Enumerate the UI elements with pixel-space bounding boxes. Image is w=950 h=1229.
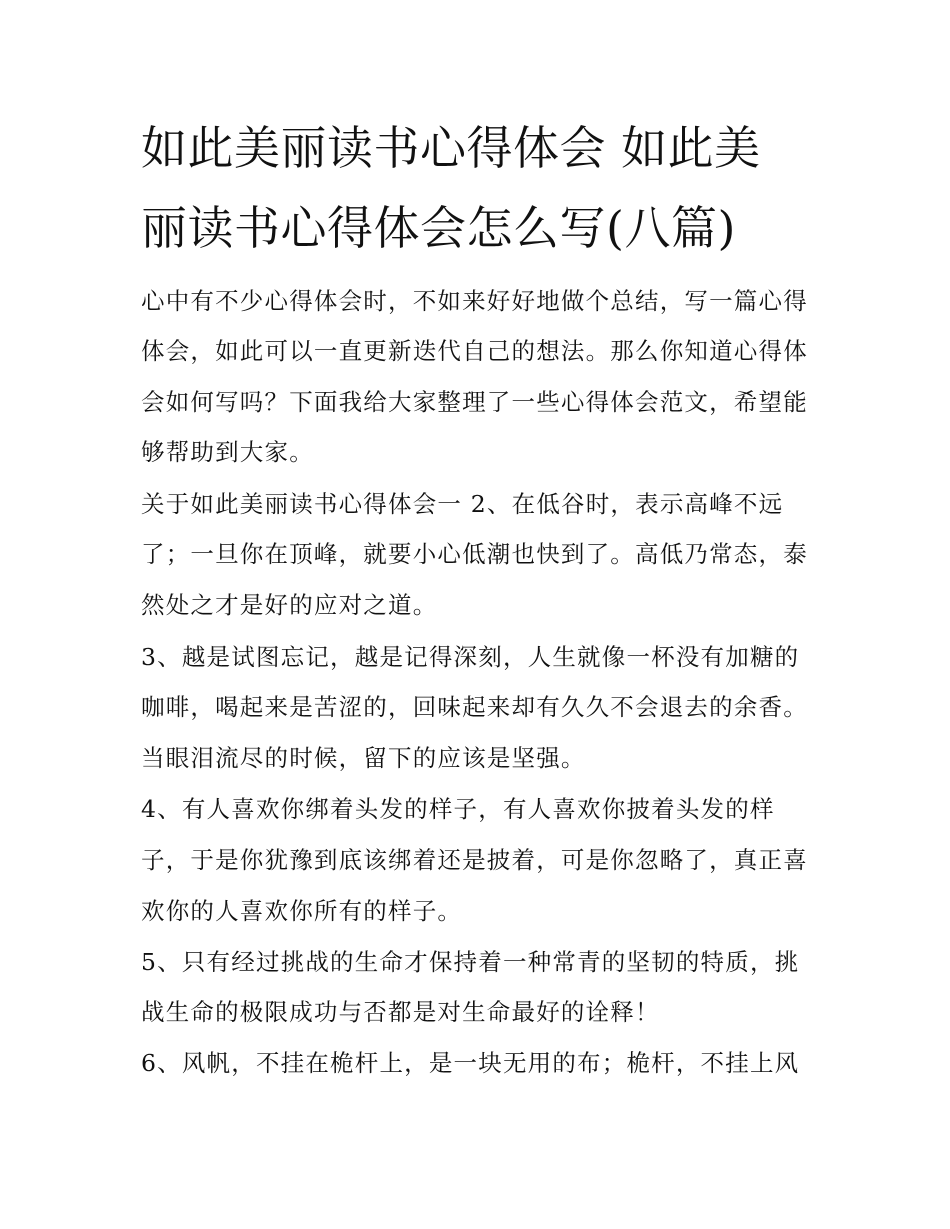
paragraph-line: 然处之才是好的应对之道。: [141, 591, 438, 619]
document-title-line-1: 如此美丽读书心得体会 如此美: [141, 121, 761, 175]
paragraph-line: 当眼泪流尽的时候，留下的应该是坚强。: [141, 744, 586, 772]
paragraph-line: 了；一旦你在顶峰，就要小心低潮也快到了。高低乃常态，泰: [141, 540, 808, 568]
document-title-line-2: 丽读书心得体会怎么写(八篇): [141, 201, 736, 255]
paragraph-line: 3、越是试图忘记，越是记得深刻，人生就像一杯没有加糖的: [141, 643, 800, 671]
paragraph-line: 会如何写吗？下面我给大家整理了一些心得体会范文，希望能: [141, 388, 808, 416]
paragraph-line: 够帮助到大家。: [141, 438, 314, 466]
paragraph-line: 5、只有经过挑战的生命才保持着一种常青的坚韧的特质，挑: [141, 948, 800, 976]
paragraph-line: 欢你的人喜欢你所有的样子。: [141, 897, 463, 925]
paragraph-line: 体会，如此可以一直更新迭代自己的想法。那么你知道心得体: [141, 337, 808, 365]
paragraph-line: 战生命的极限成功与否都是对生命最好的诠释！: [141, 998, 660, 1026]
paragraph-line: 心中有不少心得体会时，不如来好好地做个总结，写一篇心得: [141, 287, 808, 315]
paragraph-line: 关于如此美丽读书心得体会一 2、在低谷时，表示高峰不远: [141, 490, 784, 518]
paragraph-line: 4、有人喜欢你绑着头发的样子，有人喜欢你披着头发的样: [141, 795, 775, 823]
paragraph-line: 6、风帆，不挂在桅杆上，是一块无用的布；桅杆，不挂上风: [141, 1049, 800, 1077]
paragraph-line: 咖啡，喝起来是苦涩的，回味起来却有久久不会退去的余香。: [141, 693, 808, 721]
paragraph-line: 子，于是你犹豫到底该绑着还是披着，可是你忽略了，真正喜: [141, 846, 808, 874]
